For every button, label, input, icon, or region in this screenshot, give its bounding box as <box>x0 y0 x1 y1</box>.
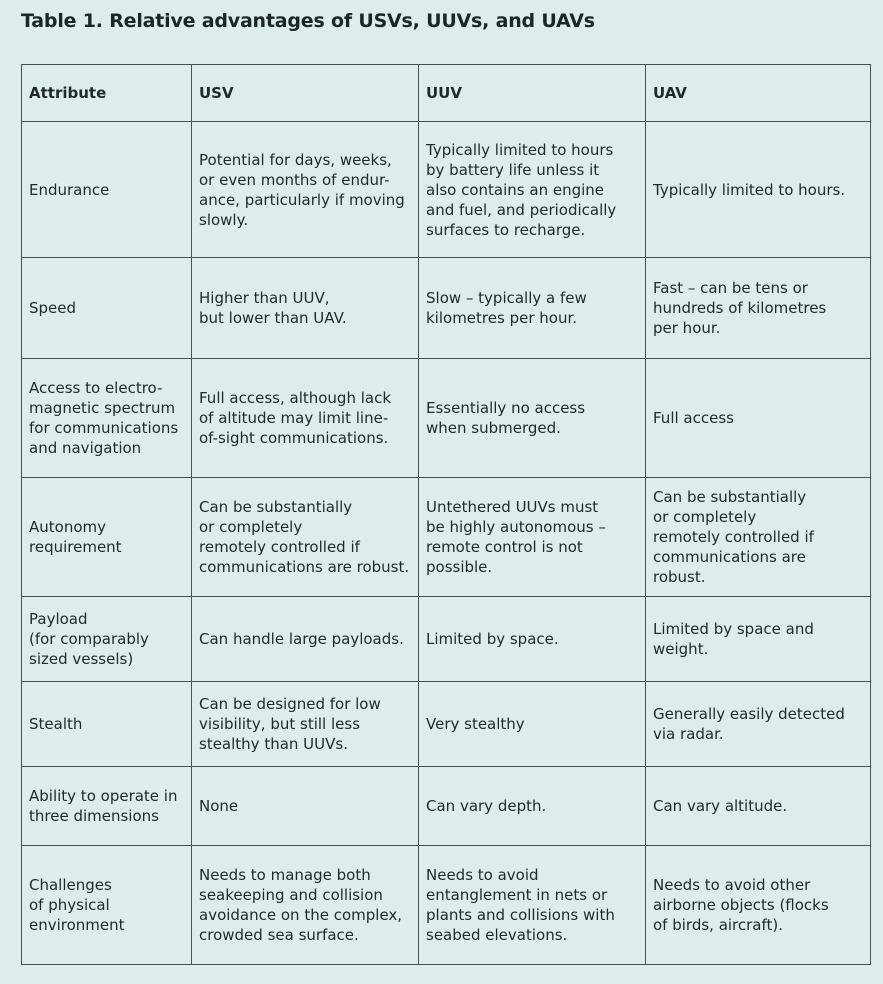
table-row-endurance <box>22 122 871 258</box>
usv-cell: Can be substantially or completely remotely controlled if communications are robust. <box>192 478 419 597</box>
usv-cell: Can be designed for low visibility, but still less stealthy than UUVs. <box>192 682 419 767</box>
header-usv: USV <box>192 65 419 122</box>
attribute-cell: Endurance <box>22 122 192 258</box>
attribute-cell: Challenges of physical environment <box>22 846 192 965</box>
uav-cell: Needs to avoid other airborne objects (flocks of birds, aircraft). <box>646 846 871 965</box>
table-header-row <box>22 65 871 122</box>
uav-cell: Can vary altitude. <box>646 767 871 846</box>
table-row-three-dimensions <box>22 767 871 846</box>
attribute-cell: Speed <box>22 258 192 359</box>
uav-cell: Generally easily detected via radar. <box>646 682 871 767</box>
usv-cell: None <box>192 767 419 846</box>
table-row-payload <box>22 597 871 682</box>
table-row-physical-environment <box>22 846 871 965</box>
uuv-cell: Untethered UUVs must be highly autonomous – remote control is not possible. <box>419 478 646 597</box>
usv-cell: Full access, although lack of altitude may limit line- of-sight communications. <box>192 359 419 478</box>
usv-cell: Potential for days, weeks, or even months of endur- ance, particularly if moving slowly. <box>192 122 419 258</box>
usv-cell: Higher than UUV, but lower than UAV. <box>192 258 419 359</box>
table-row-spectrum-access <box>22 359 871 478</box>
uuv-cell: Very stealthy <box>419 682 646 767</box>
usv-cell: Needs to manage both seakeeping and collision avoidance on the complex, crowded sea surface. <box>192 846 419 965</box>
attribute-cell: Access to electro- magnetic spectrum for communications and navigation <box>22 359 192 478</box>
usv-cell: Can handle large payloads. <box>192 597 419 682</box>
uav-cell: Fast – can be tens or hundreds of kilometres per hour. <box>646 258 871 359</box>
attribute-cell: Autonomy requirement <box>22 478 192 597</box>
uuv-cell: Slow – typically a few kilometres per hour. <box>419 258 646 359</box>
attribute-cell: Payload (for comparably sized vessels) <box>22 597 192 682</box>
uuv-cell: Needs to avoid entanglement in nets or plants and collisions with seabed elevations. <box>419 846 646 965</box>
attribute-cell: Stealth <box>22 682 192 767</box>
table-row-speed <box>22 258 871 359</box>
uuv-cell: Typically limited to hours by battery life unless it also contains an engine and fuel, and periodically surfaces to recharge. <box>419 122 646 258</box>
uav-cell: Full access <box>646 359 871 478</box>
uav-cell: Can be substantially or completely remotely controlled if communications are robust. <box>646 478 871 597</box>
table-title: Table 1. Relative advantages of USVs, UUVs, and UAVs <box>21 10 595 32</box>
header-uuv: UUV <box>419 65 646 122</box>
header-attribute: Attribute <box>22 65 192 122</box>
uav-cell: Typically limited to hours. <box>646 122 871 258</box>
table-row-autonomy <box>22 478 871 597</box>
header-uav: UAV <box>646 65 871 122</box>
comparison-table <box>21 64 871 965</box>
attribute-cell: Ability to operate in three dimensions <box>22 767 192 846</box>
uuv-cell: Essentially no access when submerged. <box>419 359 646 478</box>
uuv-cell: Can vary depth. <box>419 767 646 846</box>
table-row-stealth <box>22 682 871 767</box>
uuv-cell: Limited by space. <box>419 597 646 682</box>
uav-cell: Limited by space and weight. <box>646 597 871 682</box>
